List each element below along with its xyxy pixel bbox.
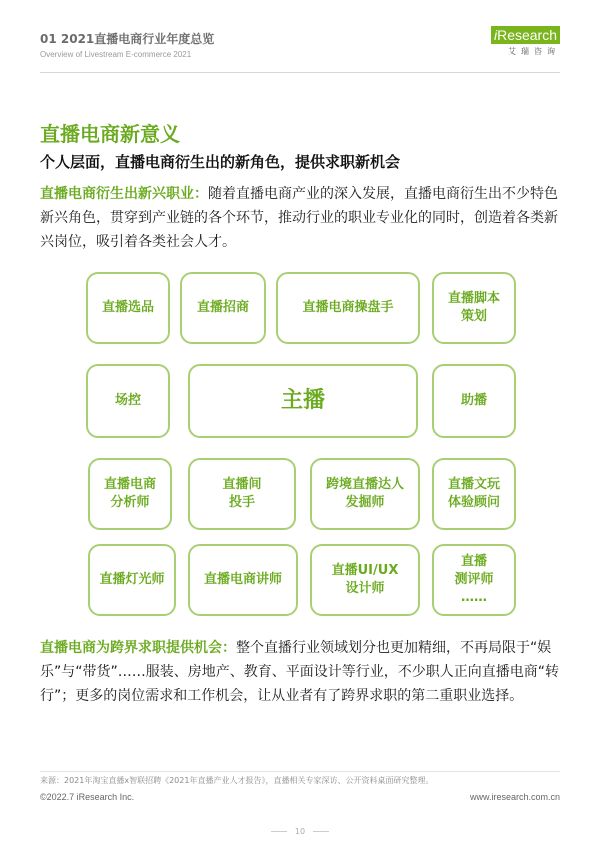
logo-chinese-name: 艾瑞咨询 — [508, 47, 560, 56]
copyright: ©2022.7 iResearch Inc. — [40, 792, 135, 802]
role-box: 直播电商讲师 — [188, 544, 298, 616]
role-box: 助播 — [432, 364, 516, 438]
website-link[interactable]: www.iresearch.com.cn — [469, 792, 560, 802]
role-box: 跨境直播达人 发掘师 — [310, 458, 420, 530]
iresearch-logo — [484, 26, 560, 66]
role-box: 直播UI/UX 设计师 — [310, 544, 420, 616]
role-box: 直播招商 — [180, 272, 266, 344]
role-box: 直播脚本 策划 — [432, 272, 516, 344]
role-box: 直播文玩 体验顾问 — [432, 458, 516, 530]
paragraph-crossover-jobs — [40, 636, 560, 708]
role-box: 场控 — [86, 364, 170, 438]
role-box: 直播选品 — [86, 272, 170, 344]
role-box: 直播电商操盘手 — [276, 272, 420, 344]
role-box-main: 主播 — [188, 364, 418, 438]
source-note: 来源：2021年淘宝直播x智联招聘《2021年直播产业人才报告》，直播相关专家深访、公开资料桌面研究整理。 — [40, 776, 434, 785]
paragraph-new-professions — [40, 182, 560, 254]
paragraph-body: 整个直播行业领域划分也更加精细，不再局限于“娱乐”与“带货”……服装、房地产、教育、平面设计等行业，不少职人正向直播电商“转行”；更多的岗位需求和工作机会，让从业者有了跨界求职的第二重职业选择。 — [40, 640, 560, 704]
role-box: 直播电商 分析师 — [88, 458, 172, 530]
report-chapter-subtitle: Overview of Livestream E-commerce 2021 — [40, 50, 192, 59]
section-title: 直播电商新意义 — [40, 122, 180, 146]
source-divider — [40, 771, 560, 772]
role-box: 直播 测评师 …… — [432, 544, 516, 616]
paragraph-lead: 直播电商为跨界求职提供机会： — [40, 640, 236, 656]
paragraph-body: 随着直播电商产业的深入发展，直播电商衍生出不少特色新兴角色，贯穿到产业链的各个环节，推动行业的职业专业化的同时，创造着各类新兴岗位，吸引着各类社会人才。 — [40, 186, 558, 250]
role-box: 直播间 投手 — [188, 458, 296, 530]
role-box: 直播灯光师 — [88, 544, 176, 616]
report-chapter-title: 01 2021直播电商行业年度总览 — [40, 32, 215, 46]
header-divider — [40, 72, 560, 73]
paragraph-lead: 直播电商衍生出新兴职业： — [40, 186, 208, 202]
section-subheading: 个人层面，直播电商衍生出的新角色，提供求职新机会 — [40, 153, 401, 171]
logo-wordmark: iResearch — [491, 26, 560, 44]
page-number: 10 — [0, 827, 600, 836]
